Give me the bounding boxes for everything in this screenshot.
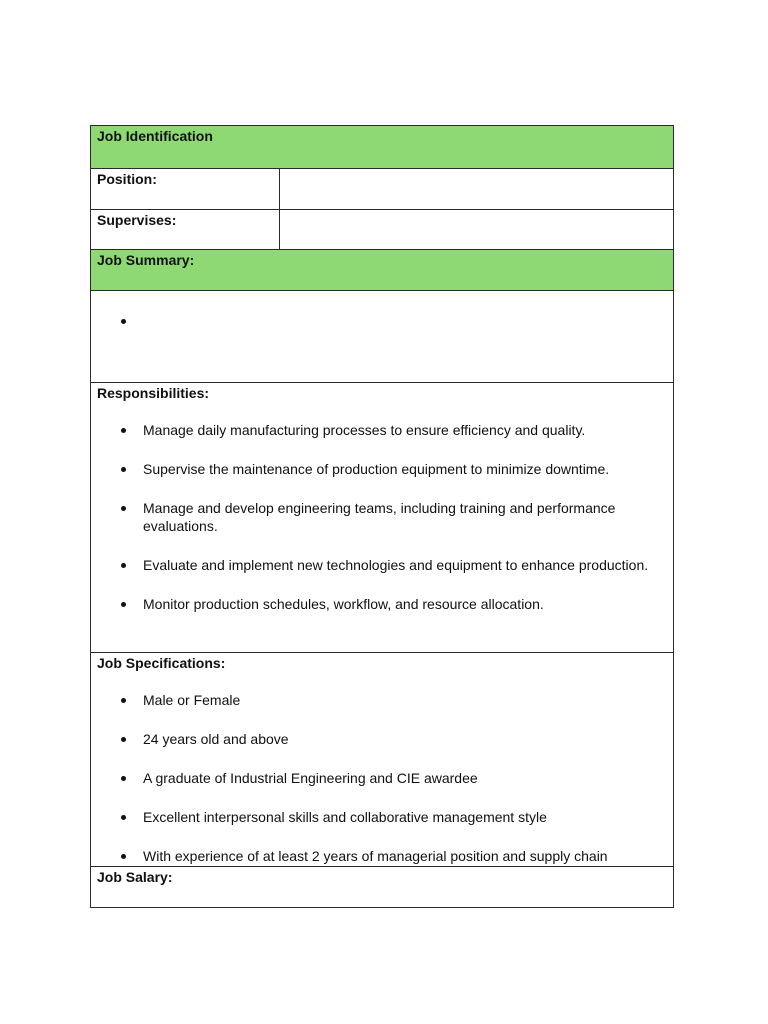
job-specifications-section — [91, 653, 674, 867]
job-summary-header — [91, 250, 674, 291]
job-salary-cell — [91, 867, 674, 908]
list-item: Manage and develop engineering teams, including training and performance evaluations. — [97, 499, 667, 535]
responsibilities-section — [91, 383, 674, 653]
job-specifications-list — [97, 691, 667, 865]
position-value-cell — [280, 169, 674, 210]
list-item: Manage daily manufacturing processes to ensure efficiency and quality. — [97, 421, 667, 439]
list-item: With experience of at least 2 years of managerial position and supply chain — [97, 847, 667, 865]
supervises-label: Supervises: — [97, 212, 177, 228]
position-label: Position: — [97, 171, 157, 187]
list-item: Evaluate and implement new technologies and equipment to enhance production. — [97, 556, 667, 574]
responsibilities-heading: Responsibilities: — [97, 385, 210, 401]
supervises-label-cell — [91, 210, 280, 250]
job-identification-heading: Job Identification — [97, 128, 213, 144]
job-summary-heading: Job Summary: — [97, 252, 195, 268]
list-item: Excellent interpersonal skills and collaborative management style — [97, 808, 667, 826]
list-item: 24 years old and above — [97, 730, 667, 748]
list-item: Male or Female — [97, 691, 667, 709]
responsibilities-list — [97, 421, 667, 613]
list-item: Monitor production schedules, workflow, and resource allocation. — [97, 595, 667, 613]
job-salary-label: Job Salary: — [97, 869, 173, 885]
job-specifications-heading: Job Specifications: — [97, 655, 226, 671]
supervises-value-cell — [280, 210, 674, 250]
job-description-table — [90, 125, 674, 908]
list-item: A graduate of Industrial Engineering and CIE awardee — [97, 769, 667, 787]
list-item: Supervise the maintenance of production equipment to minimize downtime. — [97, 460, 667, 478]
job-summary-body — [91, 291, 674, 383]
job-identification-header — [91, 126, 674, 169]
position-label-cell — [91, 169, 280, 210]
